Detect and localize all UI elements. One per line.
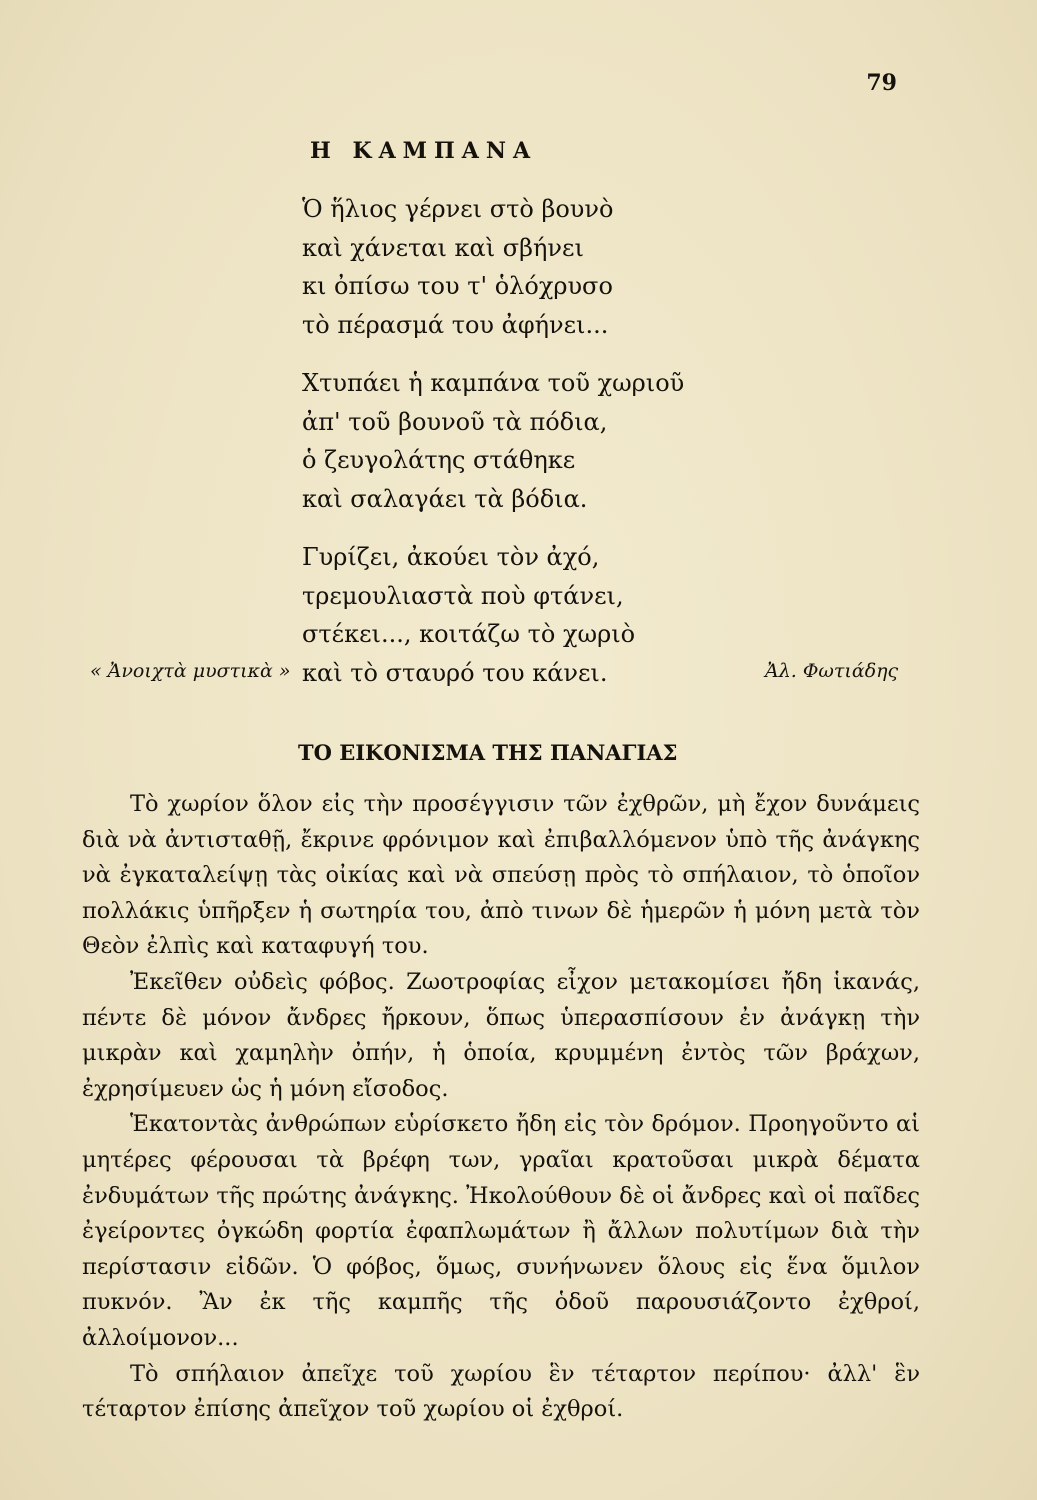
poem-line: στέκει..., κοιτάζω τὸ χωριὸ — [302, 620, 636, 648]
poem-stanza-2 — [302, 364, 684, 518]
poem-line: κι ὀπίσω του τ' ὁλόχρυσο — [302, 272, 613, 300]
poem-stanza-3 — [302, 538, 684, 692]
paragraph: Τὸ σπήλαιον ἀπεῖχε τοῦ χωρίου ἓν τέταρτον περίπου· ἀλλ' ἓν τέταρτον ἐπίσης ἀπεῖχον τοῦ χωρίου οἱ ἐχθροί. — [82, 1360, 920, 1423]
paragraph: Ἐκεῖθεν οὐδεὶς φόβος. Ζωοτροφίας εἶχον μετακομίσει ἤδη ἱκανάς, πέντε δὲ μόνον ἄνδρες ἤρκουν, ὅπως ὑπερασπίσουν ἐν ἀνάγκῃ τὴν μικρὰν καὶ χαμηλὴν ὀπήν, ἡ ὁποία, κρυμμένη ἐντὸς τῶν βράχων, ἐχρησίμευεν ὡς ἡ μόνη εἴσοδος. — [82, 968, 920, 1102]
poem-line: καὶ τὸ σταυρό του κάνει. — [302, 658, 608, 687]
poem-line: Γυρίζει, ἀκούει τὸν ἀχό, — [302, 543, 600, 571]
poem-title: Η ΚΑΜΠΑΝΑ — [310, 138, 538, 164]
poem-line: ἀπ' τοῦ βουνοῦ τὰ πόδια, — [302, 407, 608, 436]
page-number: 79 — [866, 70, 897, 96]
poem-line: καὶ σαλαγάει τὰ βόδια. — [302, 484, 588, 513]
paragraph: Τὸ χωρίον ὅλον εἰς τὴν προσέγγισιν τῶν ἐχθρῶν, μὴ ἔχον δυνάμεις διὰ νὰ ἀντισταθῇ, ἔκρινε φρόνιμον καὶ ἐπιβαλλόμενον ὑπὸ τῆς ἀνάγκης νὰ ἐγκαταλείψῃ τὰς οἰκίας καὶ νὰ σπεύσῃ πρὸς τὸ σπήλαιον, τὸ ὁποῖον πολλάκις ὑπῆρξεν ἡ σωτηρία του, ἀπὸ τινων δὲ ἡμερῶν ἡ μόνη μετὰ τὸν Θεὸν ἐλπὶς καὶ καταφυγή του. — [82, 791, 920, 960]
section-title: ΤΟ ΕΙΚΟΝΙΣΜΑ ΤΗΣ ΠΑΝΑΓΙΑΣ — [298, 740, 678, 765]
poem-stanza-1 — [302, 190, 684, 344]
poem-line: Χτυπάει ἡ καμπάνα τοῦ χωριοῦ — [302, 369, 685, 397]
poem-line: Ὁ ἥλιος γέρνει στὸ βουνὸ — [302, 195, 614, 223]
poem-source: « Ἀνοιχτὰ μυστικὰ » — [90, 660, 291, 682]
poem-line: καὶ χάνεται καὶ σβήνει — [302, 233, 584, 262]
prose-body — [82, 787, 920, 1428]
poem-line: τὸ πέρασμά του ἀφήνει... — [302, 310, 609, 339]
poem — [302, 190, 684, 712]
poem-author: Ἀλ. Φωτιάδης — [765, 660, 899, 682]
paragraph: Ἑκατοντὰς ἀνθρώπων εὑρίσκετο ἤδη εἰς τὸν δρόμον. Προηγοῦντο αἱ μητέρες φέρουσαι τὰ βρέφη των, γραῖαι κρατοῦσαι μικρὰ δέματα ἐνδυμάτων τῆς πρώτης ἀνάγκης. Ἠκολούθουν δὲ οἱ ἄνδρες καὶ οἱ παῖδες ἐγείροντες ὀγκώδη φορτία ἐφαπλωμάτων ἢ ἄλλων πολυτίμων διὰ τὴν περίστασιν εἰδῶν. Ὁ φόβος, ὅμως, συνήνωνεν ὅλους εἰς ἕνα ὅμιλον πυκνόν. Ἂν ἐκ τῆς καμπῆς τῆς ὁδοῦ παρουσιάζοντο ἐχθροί, ἀλλοίμονον... — [82, 1111, 920, 1351]
poem-line: τρεμουλιαστὰ ποὺ φτάνει, — [302, 581, 624, 610]
poem-line: ὁ ζευγολάτης στάθηκε — [302, 446, 576, 474]
